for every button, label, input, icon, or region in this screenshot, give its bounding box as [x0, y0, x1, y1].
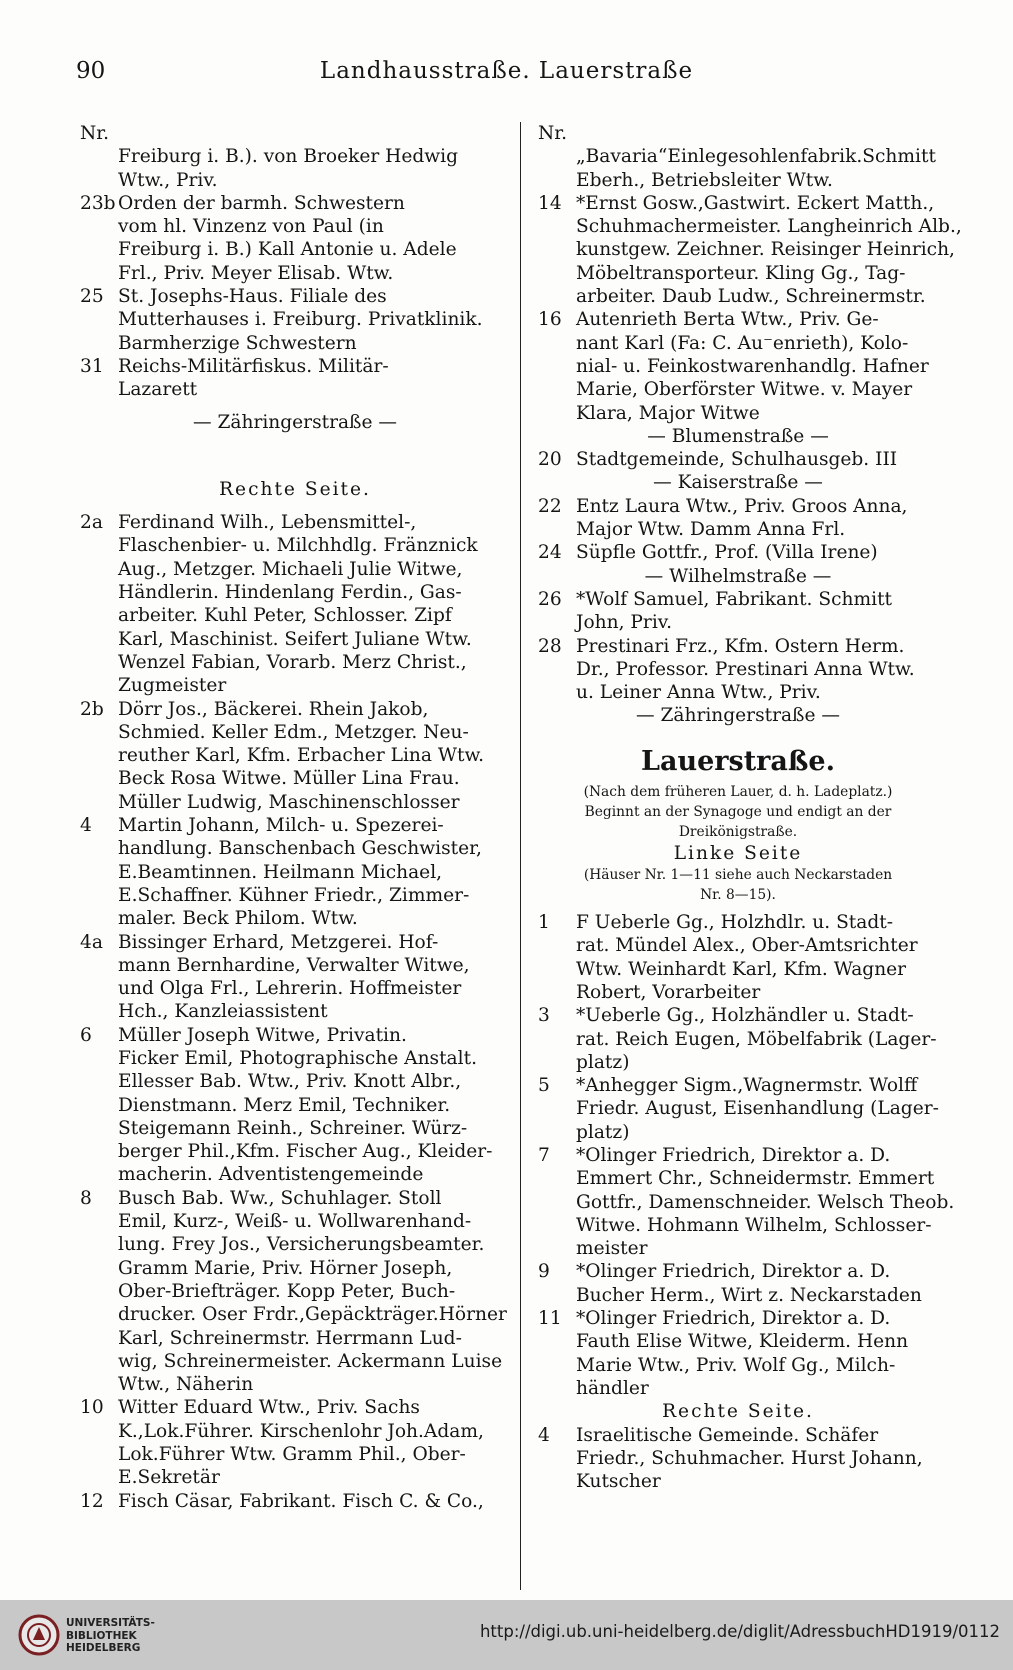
side-heading: Rechte Seite.	[219, 478, 371, 500]
directory-entry	[80, 814, 510, 930]
entry-line: *Olinger Friedrich, Direktor a. D.	[576, 1144, 891, 1166]
entry-line: Freiburg i. B.). von Broeker Hedwig	[118, 146, 459, 168]
entry-line: Händlerin. Hindenlang Ferdin., Gas-	[118, 582, 462, 604]
page-number: 90	[76, 58, 106, 84]
page-title: Landhausstraße. Lauerstraße	[319, 58, 694, 84]
house-number: 10	[80, 1397, 104, 1419]
entry-line: reuther Karl, Kfm. Erbacher Lina Wtw.	[118, 745, 485, 767]
entry-line: Stadtgemeinde, Schulhausgeb. III	[576, 449, 898, 471]
house-number: 26	[538, 588, 562, 610]
entry-line: u. Leiner Anna Wtw., Priv.	[576, 682, 821, 704]
house-number: 9	[538, 1261, 550, 1283]
entry-line: Fauth Elise Witwe, Kleiderm. Henn	[576, 1331, 909, 1353]
source-url-link[interactable]: http://digi.ub.uni-heidelberg.de/diglit/AdressbuchHD1919/0112	[479, 1622, 1000, 1641]
directory-entry	[538, 1144, 955, 1260]
entry-line: Prestinari Frz., Kfm. Ostern Herm.	[576, 635, 905, 657]
entry-line: St. Josephs-Haus. Filiale des	[118, 286, 387, 308]
entry-line: Gramm Marie, Priv. Hörner Joseph,	[118, 1257, 453, 1279]
house-number: 4a	[80, 931, 103, 953]
directory-entry	[538, 1260, 938, 1307]
left-column	[80, 122, 510, 1513]
side-heading: Rechte Seite.	[662, 1401, 814, 1423]
entry-line: E.Sekretär	[118, 1467, 220, 1489]
entry-line: Aug., Metzger. Michaeli Julie Witwe,	[118, 558, 463, 580]
house-number: 3	[538, 1005, 550, 1027]
entry-line: Bissinger Erhard, Metzgerei. Hof-	[118, 931, 439, 953]
entry-line: K.,Lok.Führer. Kirschenlohr Joh.Adam,	[118, 1420, 484, 1442]
directory-entry	[80, 511, 510, 697]
house-number: 23b	[80, 192, 116, 214]
entry-line: Kutscher	[576, 1471, 661, 1493]
directory-entry	[538, 1424, 938, 1494]
entry-line: *Anhegger Sigm.,Wagnermstr. Wolff	[576, 1075, 918, 1097]
entry-line: Karl, Schreinermstr. Herrmann Lud-	[118, 1327, 462, 1349]
house-number: 24	[538, 542, 562, 564]
entry-line: platz)	[576, 1121, 630, 1143]
entry-line: Witter Eduard Wtw., Priv. Sachs	[118, 1397, 420, 1419]
library-footer	[0, 1600, 1013, 1670]
entry-line: Dienstmann. Merz Emil, Techniker.	[118, 1094, 451, 1116]
entry-line: Süpfle Gottfr., Prof. (Villa Irene)	[576, 542, 878, 564]
entry-line: kunstgew. Zeichner. Reisinger Heinrich,	[576, 239, 955, 261]
house-number: 8	[80, 1187, 92, 1209]
cross-street-heading: — Zähringerstraße —	[192, 411, 397, 433]
cross-street-heading: — Kaiserstraße —	[653, 472, 823, 494]
entry-line: meister	[576, 1238, 648, 1260]
entry-line: handlung. Banschenbach Geschwister,	[118, 838, 482, 860]
directory-entry	[80, 698, 510, 814]
house-number: 20	[538, 449, 562, 471]
entry-line: Schuhmachermeister. Langheinrich Alb.,	[576, 216, 962, 238]
entry-line: Autenrieth Berta Wtw., Priv. Ge-	[576, 309, 879, 331]
entry-line: Ferdinand Wilh., Lebensmittel-,	[118, 512, 417, 534]
entry-line: Entz Laura Wtw., Priv. Groos Anna,	[576, 495, 908, 517]
house-number: 11	[538, 1308, 562, 1330]
entry-line: Hch., Kanzleiassistent	[118, 1001, 328, 1023]
house-number: 16	[538, 309, 562, 331]
column-divider	[520, 122, 521, 1590]
entry-line: lung. Frey Jos., Versicherungsbeamter.	[118, 1234, 485, 1256]
entry-line: wig, Schreinermeister. Ackermann Luise	[118, 1350, 503, 1372]
entry-line: Gottfr., Damenschneider. Welsch Theob.	[576, 1191, 955, 1213]
directory-entry	[80, 145, 510, 192]
entry-line: Lazarett	[118, 379, 198, 401]
entry-line: arbeiter. Daub Ludw., Schreinermstr.	[576, 286, 926, 308]
entry-line: Möbeltransporteur. Kling Gg., Tag-	[576, 262, 906, 284]
entry-line: Barmherzige Schwestern	[118, 332, 357, 354]
house-number: 28	[538, 635, 562, 657]
entry-line: Martin Johann, Milch- u. Spezerei-	[118, 815, 444, 837]
entry-line: arbeiter. Kuhl Peter, Schlosser. Zipf	[118, 605, 452, 627]
entry-line: macherin. Adventistengemeinde	[118, 1164, 424, 1186]
university-seal-icon	[18, 1614, 60, 1656]
entry-line: händler	[576, 1377, 649, 1399]
directory-entry	[80, 192, 510, 285]
entry-line: *Ernst Gosw.,Gastwirt. Eckert Matth.,	[576, 192, 935, 214]
library-name: UNIVERSITÄTS- BIBLIOTHEK HEIDELBERG	[66, 1617, 155, 1654]
directory-entry	[538, 192, 962, 308]
entry-line: Israelitische Gemeinde. Schäfer	[576, 1424, 879, 1446]
entry-line: Emmert Chr., Schneidermstr. Emmert	[576, 1168, 935, 1190]
entry-line: Flaschenbier- u. Milchhdlg. Fränznick	[118, 535, 478, 557]
entry-line: Major Wtw. Damm Anna Frl.	[576, 519, 846, 541]
entry-line: Marie, Oberförster Witwe. v. Mayer	[576, 379, 913, 401]
house-number: 25	[80, 286, 104, 308]
entry-line: *Ueberle Gg., Holzhändler u. Stadt-	[576, 1005, 914, 1027]
entry-line: Beck Rosa Witwe. Müller Lina Frau.	[118, 768, 460, 790]
house-number: 6	[80, 1024, 92, 1046]
entry-line: platz)	[576, 1051, 630, 1073]
entry-line: Reichs-Militärfiskus. Militär-	[118, 355, 389, 377]
entry-line: F Ueberle Gg., Holzhdlr. u. Stadt-	[576, 912, 894, 934]
entry-line: Müller Joseph Witwe, Privatin.	[118, 1024, 407, 1046]
street-note: Dreikönigstraße.	[678, 823, 798, 840]
entry-line: nant Karl (Fa: C. Au⁻enrieth), Kolo-	[576, 332, 909, 354]
entry-line: und Olga Frl., Lehrerin. Hoffmeister	[118, 978, 462, 1000]
directory-entry	[538, 1004, 938, 1074]
directory-entry	[538, 1307, 938, 1400]
directory-entry	[80, 355, 510, 402]
entry-line: Frl., Priv. Meyer Elisab. Wtw.	[118, 262, 394, 284]
house-number: 1	[538, 912, 550, 934]
cross-street-heading: — Zähringerstraße —	[635, 705, 840, 727]
house-number: 14	[538, 192, 562, 214]
entry-line: Bucher Herm., Wirt z. Neckarstaden	[576, 1284, 922, 1306]
entry-line: maler. Beck Philom. Wtw.	[118, 908, 358, 930]
street-note: (Nach dem früheren Lauer, d. h. Ladeplatz.)	[583, 783, 893, 800]
directory-entry	[80, 931, 510, 1024]
entry-line: Dr., Professor. Prestinari Anna Wtw.	[576, 658, 915, 680]
entry-line: vom hl. Vinzenz von Paul (in	[118, 216, 384, 238]
entry-line: mann Bernhardine, Verwalter Witwe,	[118, 954, 470, 976]
entry-line: rat. Reich Eugen, Möbelfabrik (Lager-	[576, 1028, 937, 1050]
entry-line: Dörr Jos., Bäckerei. Rhein Jakob,	[118, 698, 429, 720]
entry-line: Wenzel Fabian, Vorarb. Merz Christ.,	[118, 651, 467, 673]
directory-entry	[538, 911, 938, 1004]
entry-line: Emil, Kurz-, Weiß- u. Wollwarenhand-	[118, 1211, 472, 1233]
house-number: 22	[538, 495, 562, 517]
entry-line: „Bavaria“Einlegesohlenfabrik.Schmitt	[576, 146, 936, 168]
entry-line: Müller Ludwig, Maschinenschlosser	[118, 791, 460, 813]
directory-entry	[538, 308, 938, 424]
house-number: 2b	[80, 698, 104, 720]
entry-line: Orden der barmh. Schwestern	[118, 192, 405, 214]
house-number: 31	[80, 355, 104, 377]
entry-line: Freiburg i. B.) Kall Antonie u. Adele	[118, 239, 457, 261]
directory-entry	[538, 635, 938, 705]
street-title: Lauerstraße.	[641, 745, 835, 777]
nr-label: Nr.	[538, 123, 568, 144]
side-note: Nr. 8—15).	[700, 887, 776, 904]
house-number: 4	[538, 1424, 550, 1446]
page-header	[0, 58, 1013, 94]
side-note: (Häuser Nr. 1—11 siehe auch Neckarstaden	[583, 867, 893, 884]
entry-line: Robert, Vorarbeiter	[576, 981, 761, 1003]
entry-line: Marie Wtw., Priv. Wolf Gg., Milch-	[576, 1354, 896, 1376]
entry-line: Lok.Führer Wtw. Gramm Phil., Ober-	[118, 1444, 466, 1466]
entry-line: Wtw. Weinhardt Karl, Kfm. Wagner	[576, 958, 907, 980]
directory-entry	[538, 541, 938, 564]
entry-line: rat. Mündel Alex., Ober-Amtsrichter	[576, 935, 918, 957]
entry-line: Wtw., Näherin	[118, 1374, 254, 1396]
entry-line: E.Beamtinnen. Heilmann Michael,	[118, 861, 443, 883]
nr-label: Nr.	[80, 123, 110, 144]
entry-line: *Olinger Friedrich, Direktor a. D.	[576, 1308, 891, 1330]
cross-street-heading: — Wilhelmstraße —	[644, 565, 832, 587]
entry-line: Steigemann Reinh., Schreiner. Würz-	[118, 1117, 468, 1139]
entry-line: Ober-Briefträger. Kopp Peter, Buch-	[118, 1280, 456, 1302]
entry-line: Friedr. August, Eisenhandlung (Lager-	[576, 1098, 939, 1120]
directory-entry	[80, 1024, 510, 1187]
entry-line: Ficker Emil, Photographische Anstalt.	[118, 1047, 477, 1069]
entry-line: berger Phil.,Kfm. Fischer Aug., Kleider-	[118, 1141, 493, 1163]
entry-line: Witwe. Hohmann Wilhelm, Schlosser-	[576, 1214, 932, 1236]
entry-line: Zugmeister	[118, 675, 227, 697]
house-number: 2a	[80, 512, 103, 534]
side-heading: Linke Seite	[673, 842, 803, 864]
entry-line: Fisch Cäsar, Fabrikant. Fisch C. & Co.,	[118, 1490, 484, 1512]
entry-line: E.Schaffner. Kühner Friedr., Zimmer-	[118, 884, 470, 906]
right-column	[538, 122, 962, 1493]
entry-line: Wtw., Priv.	[118, 169, 218, 191]
entry-line: Schmied. Keller Edm., Metzger. Neu-	[118, 721, 469, 743]
entry-line: Eberh., Betriebsleiter Wtw.	[576, 169, 833, 191]
entry-line: *Olinger Friedrich, Direktor a. D.	[576, 1261, 891, 1283]
entry-line: Ellesser Bab. Wtw., Priv. Knott Albr.,	[118, 1071, 462, 1093]
entry-line: drucker. Oser Frdr.,Gepäckträger.Hörner	[118, 1304, 507, 1326]
house-number: 7	[538, 1144, 550, 1166]
entry-line: *Wolf Samuel, Fabrikant. Schmitt	[576, 588, 893, 610]
directory-entry	[538, 588, 938, 635]
directory-entry	[538, 448, 938, 471]
street-note: Beginnt an der Synagoge und endigt an der	[584, 803, 892, 820]
entry-line: Mutterhauses i. Freiburg. Privatklinik.	[118, 309, 483, 331]
directory-entry	[538, 495, 938, 542]
entry-line: Busch Bab. Ww., Schuhlager. Stoll	[118, 1187, 442, 1209]
entry-line: Karl, Maschinist. Seifert Juliane Wtw.	[118, 628, 472, 650]
entry-line: nial- u. Feinkostwarenhandlg. Hafner	[576, 355, 929, 377]
directory-entry	[538, 1074, 938, 1144]
directory-entry	[80, 285, 510, 355]
entry-line: Friedr., Schuhmacher. Hurst Johann,	[576, 1447, 923, 1469]
directory-entry	[80, 1187, 510, 1397]
house-number: 12	[80, 1490, 104, 1512]
entry-line: John, Priv.	[576, 612, 672, 634]
house-number: 5	[538, 1075, 550, 1097]
cross-street-heading: — Blumenstraße —	[647, 425, 829, 447]
directory-entry	[80, 1490, 510, 1513]
entry-line: Klara, Major Witwe	[576, 402, 760, 424]
directory-entry	[80, 1396, 510, 1489]
house-number: 4	[80, 815, 92, 837]
